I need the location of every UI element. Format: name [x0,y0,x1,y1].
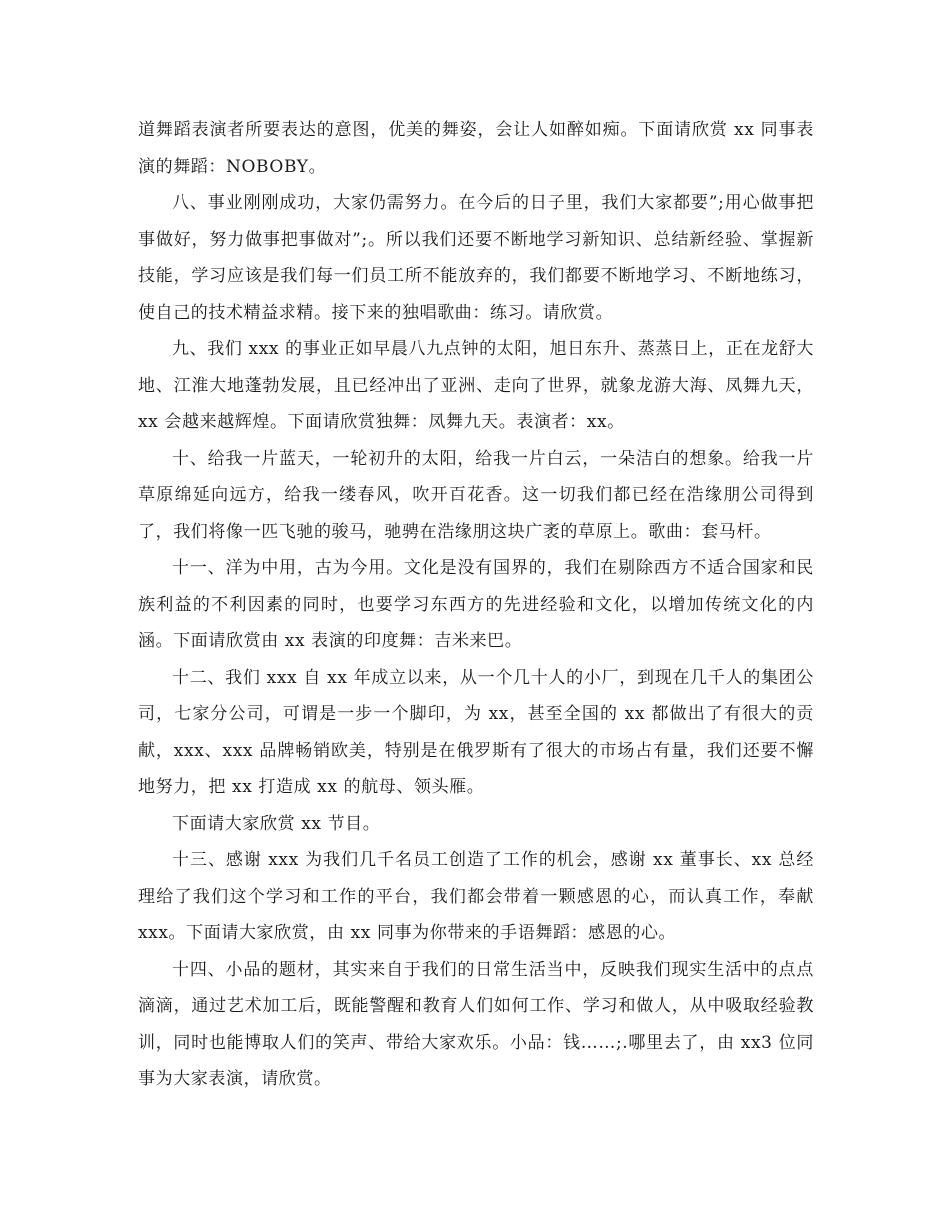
paragraph-thirteen-sign-dance: 十三、感谢 xxx 为我们几千名员工创造了工作的机会，感谢 xx 董事长、xx 总经理给了我们这个学习和工作的平台，我们都会带着一颗感恩的心，而认真工作，奉献 xxx。下面请大家欣赏，由 xx 同事为你带来的手语舞蹈：感恩的心。 [138,850,814,943]
paragraph-twelve-company-history: 十二、我们 xxx 自 xx 年成立以来，从一个几十人的小厂，到现在几千人的集团公司，七家分公司，可谓是一步一个脚印，为 xx，甚至全国的 xx 都做出了有很大的贡献，xxx、xxx 品牌畅销欧美，特别是在俄罗斯有了很大的市场占有量，我们还要不懈地努力，把 xx 打造成 xx 的航母、领头雁。 [138,667,814,797]
paragraph-continued-dance: 道舞蹈表演者所要表达的意图，优美的舞姿，会让人如醉如痴。下面请欣赏 xx 同事表演的舞蹈：NOBOBY。 [138,120,814,177]
paragraph-program-intro: 下面请大家欣赏 xx 节目。 [172,813,381,834]
paragraph-eleven-indian-dance: 十一、洋为中用，古为今用。文化是没有国界的，我们在剔除西方不适合国家和民族利益的不利因素的同时，也要学习东西方的先进经验和文化，以增加传统文化的内涵。下面请欣赏由 xx 表演的印度舞：吉米来巴。 [138,558,814,651]
paragraph-eight-solo-song: 八、事业刚刚成功，大家仍需努力。在今后的日子里，我们大家都要”;用心做事把事做好，努力做事把事做对”;。所以我们还要不断地学习新知识、总结新经验、掌握新技能，学习应该是我们每一们员工所不能放弃的，我们都要不断地学习、不断地练习，使自己的技术精益求精。接下来的独唱歌曲：练习。请欣赏。 [138,193,814,323]
document-body [138,112,814,1098]
paragraph-fourteen-skit: 十四、小品的题材，其实来自于我们的日常生活当中，反映我们现实生活中的点点滴滴，通过艺术加工后，既能警醒和教育人们如何工作、学习和做人，从中吸取经验教训，同时也能博取人们的笑声、带给大家欢乐。小品：钱……;.哪里去了，由 xx3 位同事为大家表演，请欣赏。 [138,959,814,1089]
paragraph-ten-song: 十、给我一片蓝天，一轮初升的太阳，给我一片白云，一朵洁白的想象。给我一片草原绵延向远方，给我一缕春风，吹开百花香。这一切我们都已经在浩缘朋公司得到了，我们将像一匹飞驰的骏马，驰骋在浩缘朋这块广袤的草原上。歌曲：套马杆。 [138,448,814,542]
paragraph-nine-solo-dance: 九、我们 xxx 的事业正如早晨八九点钟的太阳，旭日东升、蒸蒸日上，正在龙舒大地、江淮大地蓬勃发展，且已经冲出了亚洲、走向了世界，就象龙游大海、凤舞九天，xx 会越来越辉煌。下面请欣赏独舞：凤舞九天。表演者：xx。 [138,339,814,432]
